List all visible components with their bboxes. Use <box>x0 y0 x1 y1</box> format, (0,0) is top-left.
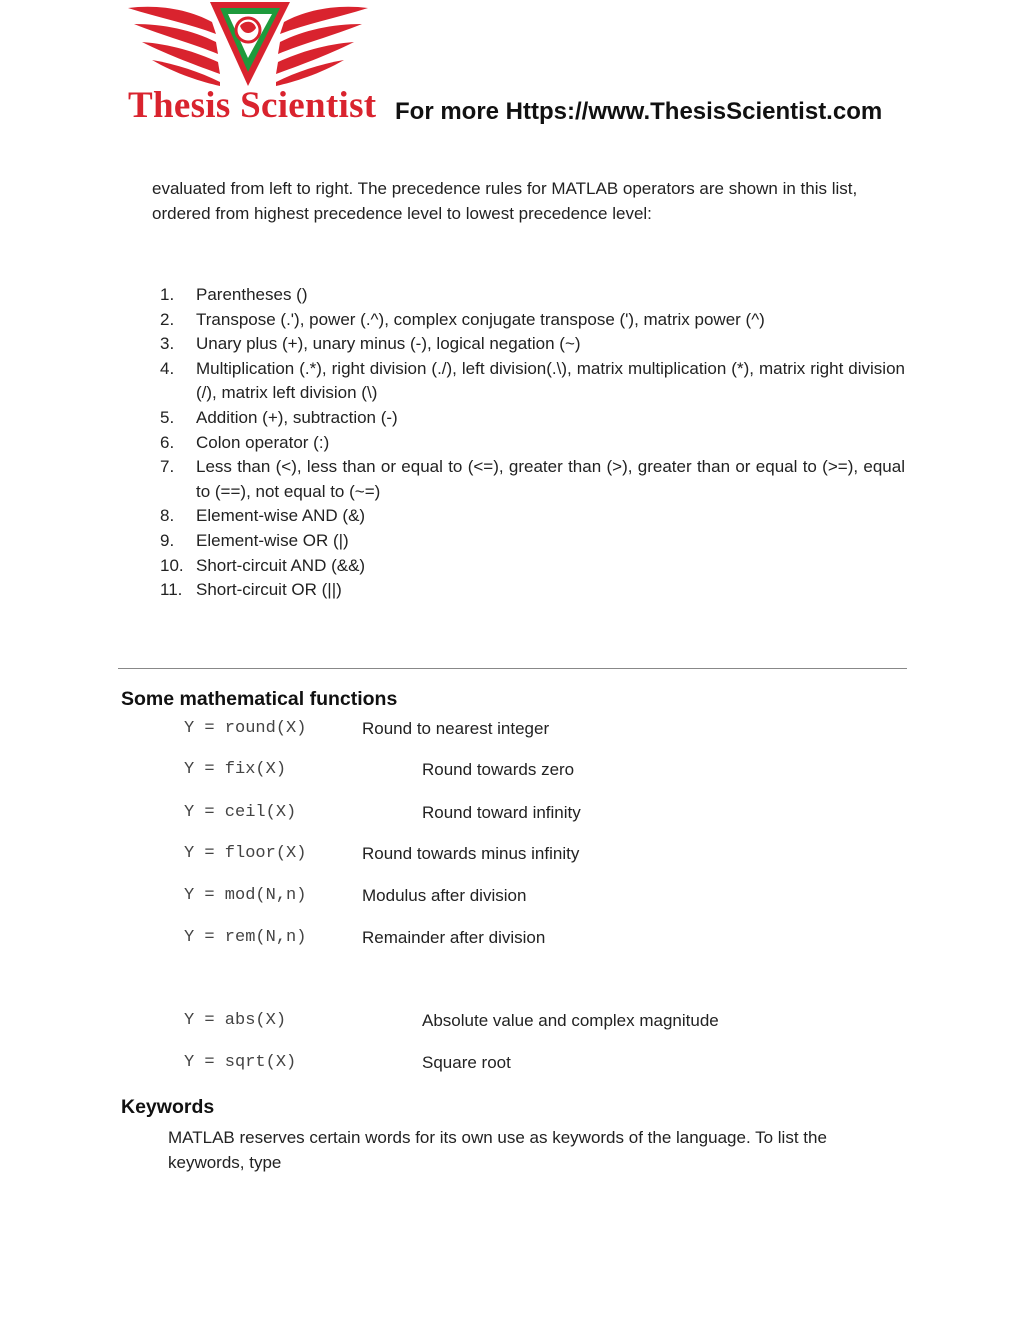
function-description: Remainder after division <box>362 928 546 947</box>
math-functions-heading: Some mathematical functions <box>121 688 398 710</box>
list-item <box>160 332 905 357</box>
list-item-number: 4. <box>160 358 175 378</box>
list-item-text: Unary plus (+), unary minus (-), logical negation (~) <box>196 334 581 354</box>
function-code: Y = sqrt(X) <box>184 1053 297 1072</box>
list-item-number: 8. <box>160 506 175 526</box>
list-item <box>160 283 905 308</box>
list-item-number: 7. <box>160 457 175 477</box>
list-item <box>160 308 905 333</box>
intro-paragraph: evaluated from left to right. The precedence rules for MATLAB operators are shown in this list, ordered from highest precedence level to lowest precedence level: <box>152 179 858 223</box>
list-item-text: Element-wise OR (|) <box>196 530 349 550</box>
list-item-number: 5. <box>160 407 175 427</box>
function-description: Round to nearest integer <box>362 719 550 738</box>
function-code: Y = mod(N,n) <box>184 886 307 905</box>
keywords-heading: Keywords <box>121 1096 215 1118</box>
list-item <box>160 455 905 504</box>
list-item-number: 2. <box>160 309 175 329</box>
right-wing-icon <box>276 7 368 86</box>
list-item <box>160 554 905 579</box>
triangle-emblem-icon <box>210 2 290 86</box>
list-item <box>160 529 905 554</box>
list-item-number: 9. <box>160 530 175 550</box>
list-item-text: Addition (+), subtraction (-) <box>196 407 398 427</box>
list-item-text: Colon operator (:) <box>196 432 330 452</box>
function-description: Round toward infinity <box>422 803 581 822</box>
left-wing-icon <box>128 7 220 86</box>
function-description: Round towards minus infinity <box>362 844 580 863</box>
list-item-text: Parentheses () <box>196 285 308 304</box>
function-code: Y = fix(X) <box>184 760 287 779</box>
list-item-number: 11. <box>160 580 183 600</box>
header-website-link[interactable]: For more Https://www.ThesisScientist.com <box>395 98 883 125</box>
function-description: Absolute value and complex magnitude <box>422 1011 719 1030</box>
list-item-text: Multiplication (.*), right division (./), left division(.\), matrix multiplication (*), matrix right division (/), matrix left division (\) <box>196 358 905 403</box>
keywords-paragraph: MATLAB reserves certain words for its own use as keywords of the language. To list the keywords, type <box>168 1128 827 1172</box>
list-item-text: Less than (<), less than or equal to (<=), greater than (>), greater than or equal to (>=), equal to (==), not equal to (~=) <box>196 457 905 501</box>
list-item-number: 10. <box>160 555 184 575</box>
list-item-text: Element-wise AND (&) <box>196 506 366 526</box>
function-code: Y = abs(X) <box>184 1011 287 1030</box>
function-code: Y = ceil(X) <box>184 803 297 822</box>
function-description: Modulus after division <box>362 886 527 905</box>
precedence-list <box>160 283 905 603</box>
function-code: Y = floor(X) <box>184 844 307 863</box>
list-item <box>160 578 905 603</box>
logo-text: Thesis Scientist <box>128 85 377 126</box>
list-item-number: 3. <box>160 334 175 354</box>
list-item <box>160 357 905 406</box>
list-item <box>160 406 905 431</box>
section-divider <box>118 668 907 669</box>
list-item-text: Transpose (.'), power (.^), complex conjugate transpose ('), matrix power (^) <box>196 309 765 329</box>
function-code: Y = rem(N,n) <box>184 928 307 947</box>
function-description: Round towards zero <box>422 760 575 779</box>
list-item-number: 1. <box>160 285 175 304</box>
function-description: Square root <box>422 1053 511 1072</box>
list-item-text: Short-circuit AND (&&) <box>196 555 366 575</box>
function-code: Y = round(X) <box>184 719 307 738</box>
list-item <box>160 504 905 529</box>
list-item-number: 6. <box>160 432 175 452</box>
list-item-text: Short-circuit OR (||) <box>196 580 342 600</box>
list-item <box>160 431 905 456</box>
